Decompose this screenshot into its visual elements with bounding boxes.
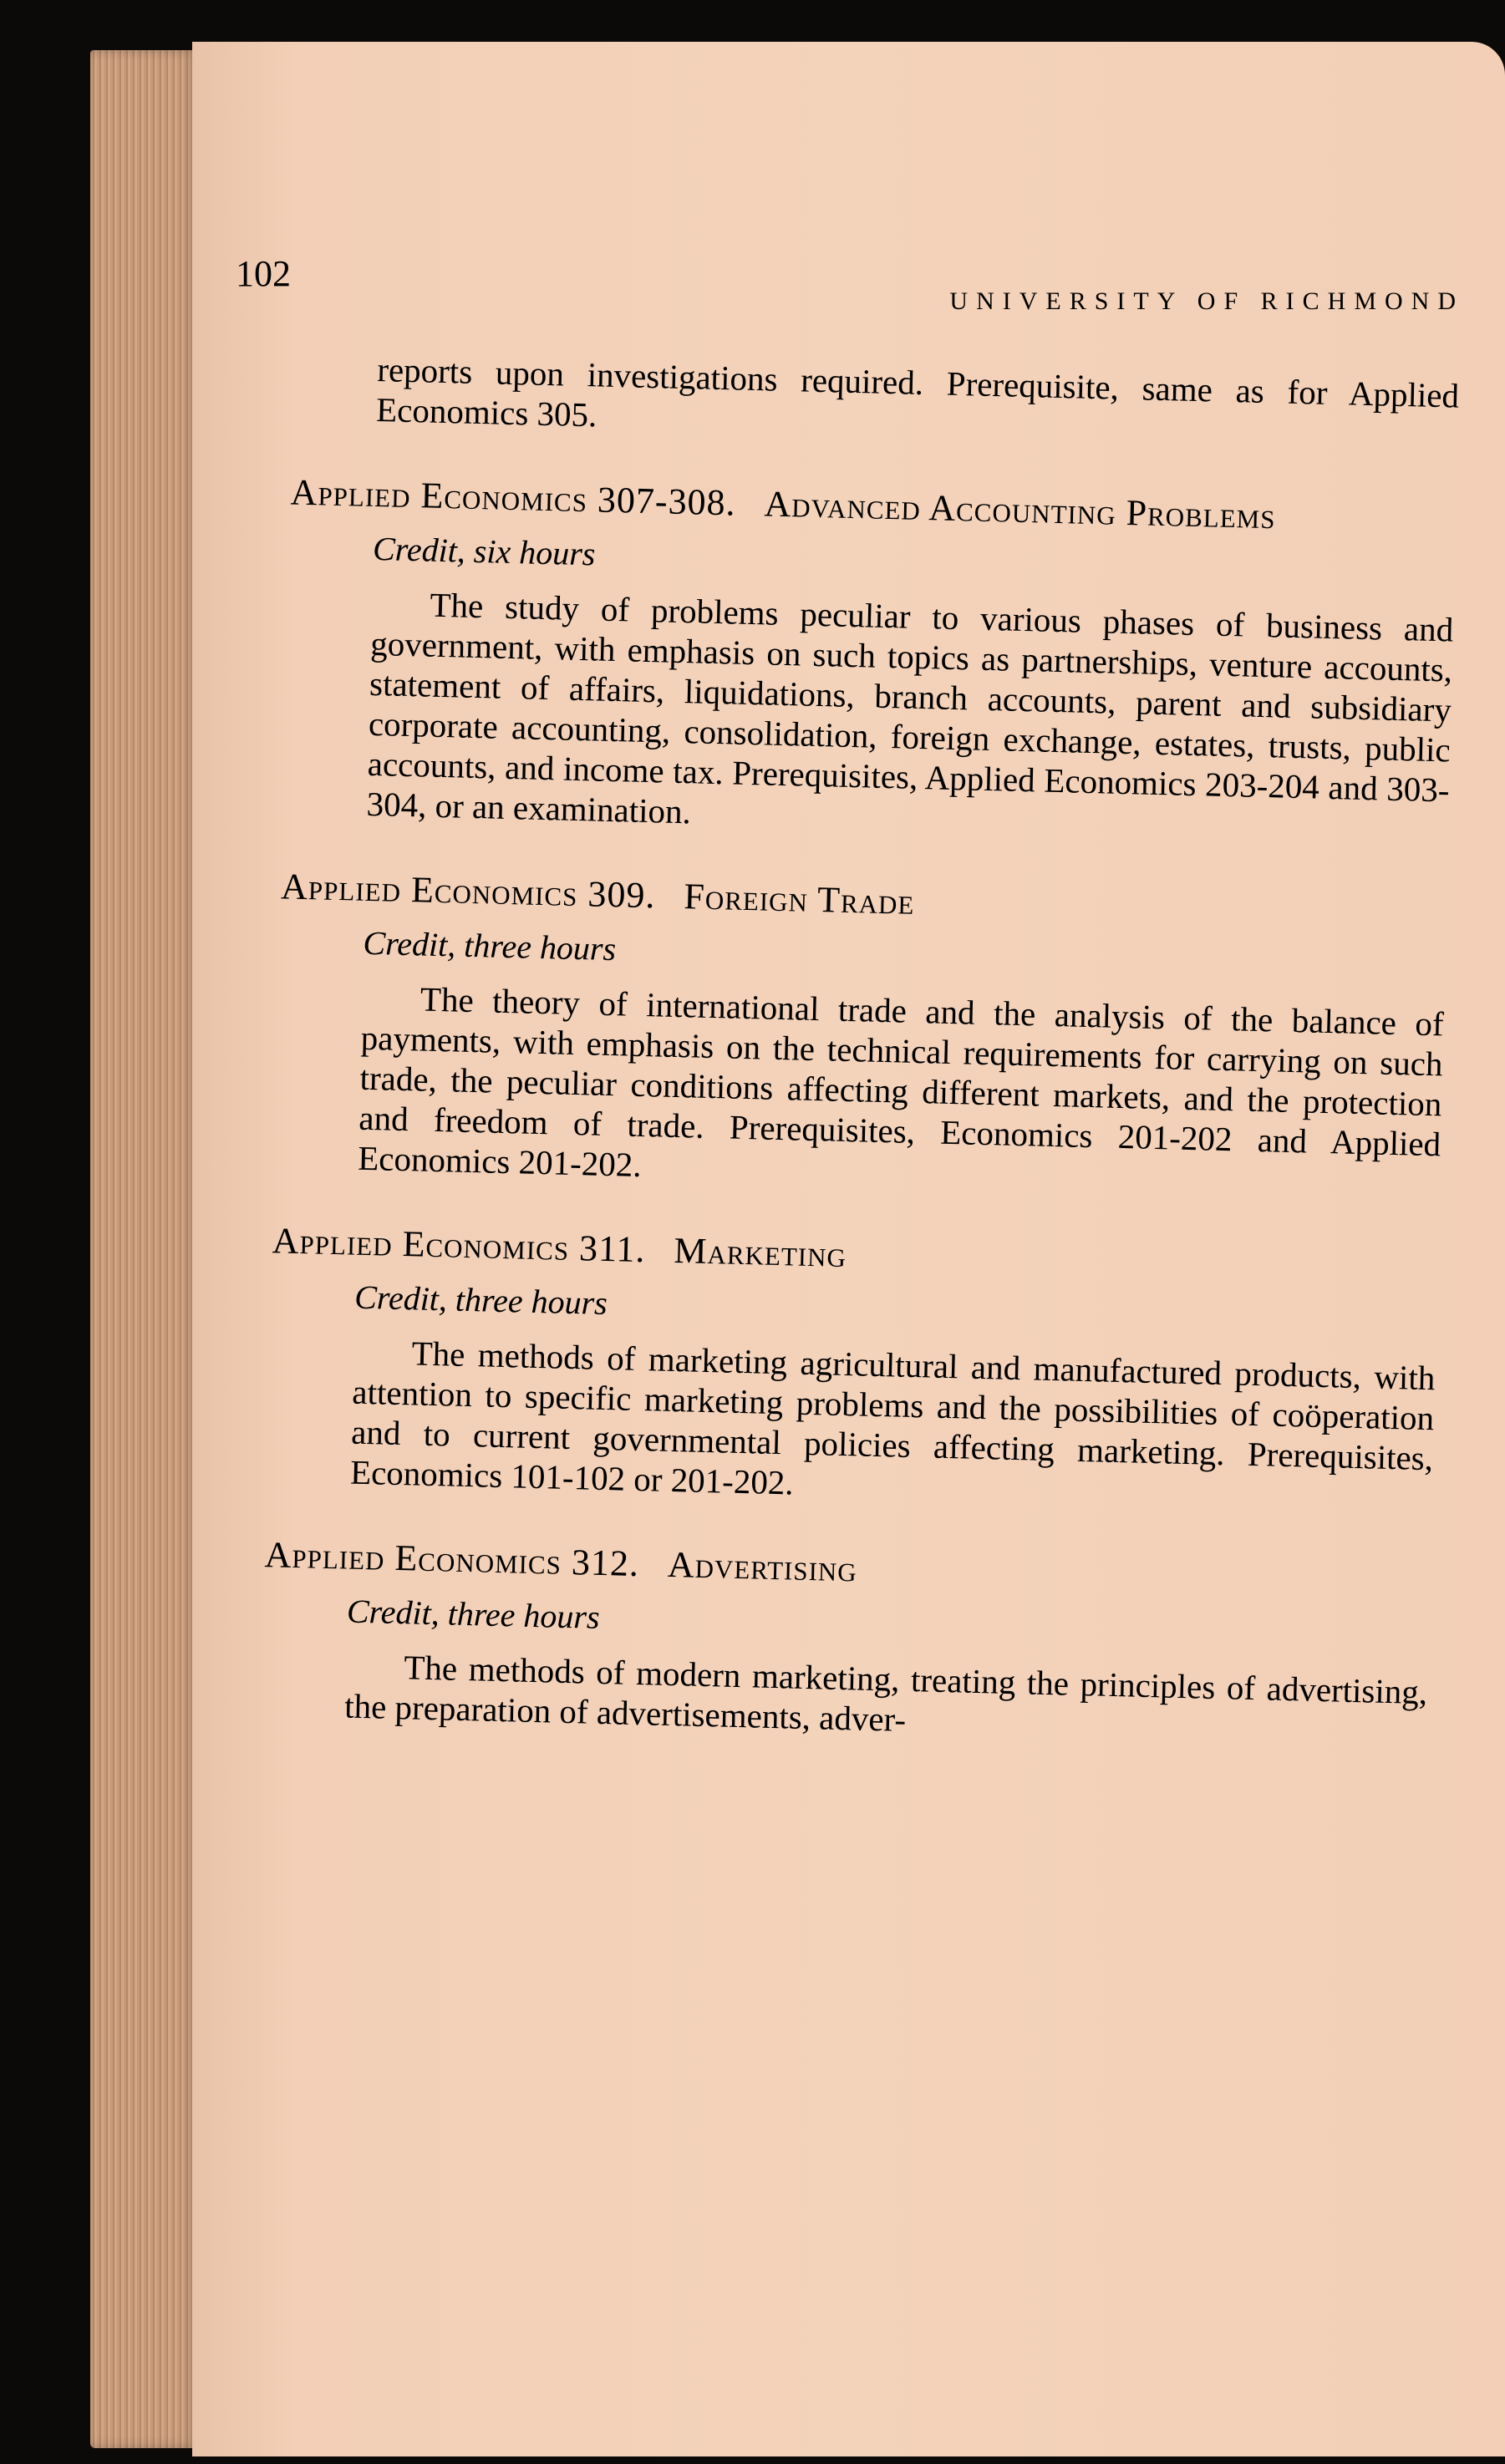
course-description: The theory of international trade and the analysis of the balance of payments, with emphasis on the technical requirements for carrying on such trade, the peculiar conditions affecting different markets, and the protection and freedom of trade. Prerequisites, Economics 201-202 and Applied Economics 201-202.: [357, 979, 1445, 1184]
page-content: [264, 349, 1460, 1752]
course-entry-307-308: [290, 471, 1457, 851]
course-entry-311: [272, 1220, 1439, 1519]
course-credit: Credit, three hours: [353, 1278, 608, 1323]
course-title: Advertising: [667, 1543, 858, 1590]
book-page-edges: [90, 50, 199, 2448]
course-description: The study of problems peculiar to various phases of business and government, with emphasis on such topics as partnerships, venture accounts, statement of affairs, liquidations, branch accounts, parent and subsidiary corporate accounting, consolidation, foreign exchange, estates, trusts, public accounts, and income tax. Prerequisites, Applied Economics 203-204 and 303-304, or an examination.: [366, 585, 1454, 831]
course-title: Marketing: [673, 1229, 847, 1276]
course-number: Applied Economics 312.: [264, 1534, 640, 1585]
course-entry-312: [264, 1534, 1431, 1753]
course-number: Applied Economics 307-308.: [290, 471, 737, 524]
running-header-title: UNIVERSITY OF RICHMOND: [949, 287, 1464, 315]
course-credit: Credit, three hours: [363, 923, 617, 968]
course-title: Foreign Trade: [683, 876, 916, 922]
course-credit: Credit, three hours: [346, 1592, 601, 1636]
course-credit: Credit, six hours: [372, 529, 596, 573]
course-number: Applied Economics 311.: [272, 1220, 647, 1271]
course-entry-309: [280, 866, 1447, 1205]
page-number: 102: [236, 253, 291, 294]
course-description: The methods of modern marketing, treating the principles of advertising, the preparation of advertisements, adver-: [343, 1648, 1428, 1739]
course-number: Applied Economics 309.: [280, 866, 657, 917]
course-description: The methods of marketing agricultural and manufactured products, with attention to specific marketing problems and the possibilities of coöperation and to current governmental policies affecting marketing. Prerequisites, Economics 101-102 or 201-202.: [349, 1334, 1436, 1502]
running-header: [236, 252, 1464, 319]
continued-paragraph: reports upon investigations required. Prerequisite, same as for Applied Economics 305.: [375, 349, 1460, 434]
course-title: Advanced Accounting Problems: [764, 483, 1277, 537]
